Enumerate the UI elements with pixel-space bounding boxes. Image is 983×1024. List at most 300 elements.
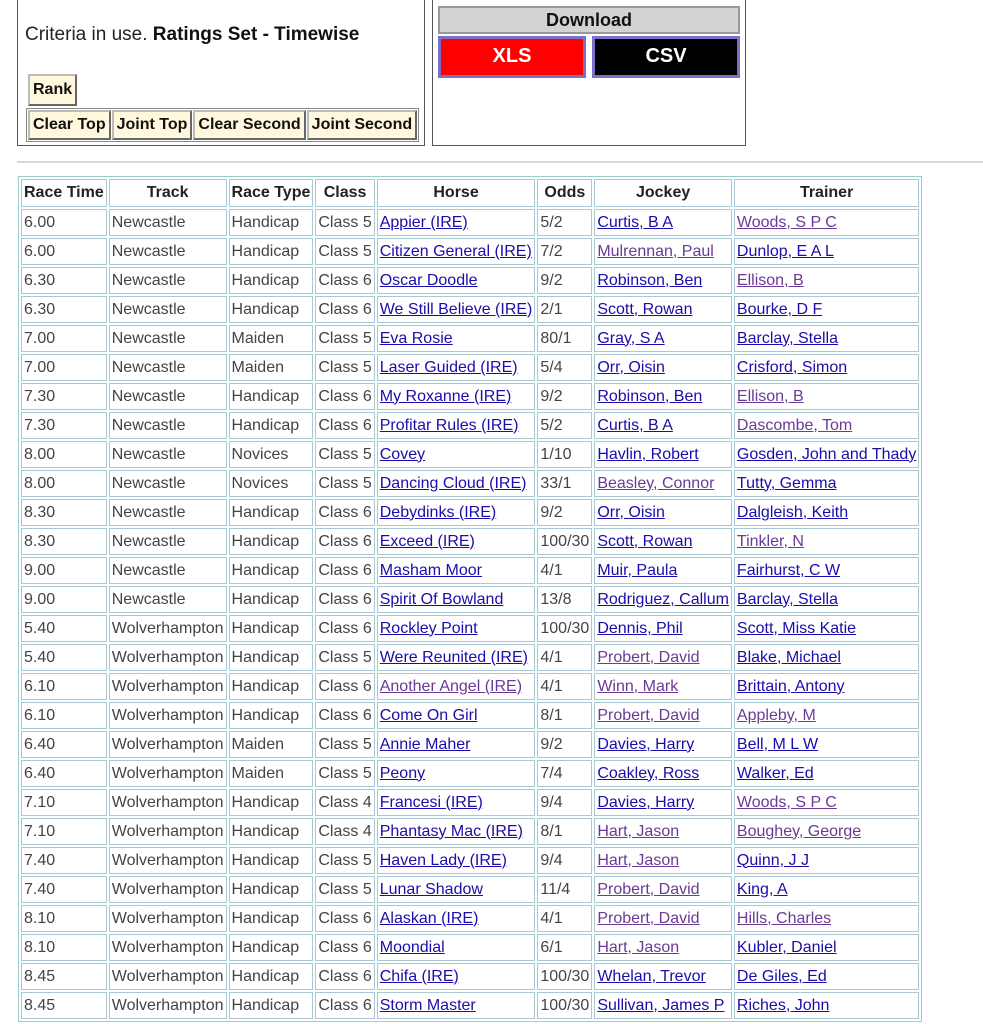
cell-track: Wolverhampton	[109, 934, 227, 961]
cell-time: 7.10	[21, 789, 107, 816]
trainer-link[interactable]: Bourke, D F	[736, 300, 823, 318]
cell-type: Handicap	[229, 209, 314, 236]
horse-link[interactable]: Masham Moor	[379, 561, 482, 579]
cell-horse	[377, 354, 536, 381]
joint-top-button[interactable]: Joint Top	[112, 110, 193, 140]
cell-odds: 4/1	[537, 644, 592, 671]
trainer-link[interactable]: Crisford, Simon	[736, 358, 848, 376]
cell-class: Class 5	[315, 238, 374, 265]
column-header-class: Class	[315, 179, 374, 207]
horse-link[interactable]: Covey	[379, 445, 426, 463]
horse-link[interactable]: Alaskan (IRE)	[379, 909, 479, 927]
joint-second-button[interactable]: Joint Second	[307, 110, 417, 140]
cell-trainer	[734, 702, 919, 729]
cell-odds: 8/1	[537, 818, 592, 845]
cell-horse	[377, 731, 536, 758]
cell-time: 8.00	[21, 441, 107, 468]
trainer-link[interactable]: Brittain, Antony	[736, 677, 845, 695]
cell-trainer	[734, 847, 919, 874]
cell-odds: 4/1	[537, 905, 592, 932]
trainer-link[interactable]: Walker, Ed	[736, 764, 814, 782]
horse-link[interactable]: Rockley Point	[379, 619, 478, 637]
cell-track: Newcastle	[109, 296, 227, 323]
cell-type: Handicap	[229, 876, 314, 903]
cell-jockey	[594, 470, 732, 497]
trainer-link[interactable]: Gosden, John and Thady	[736, 445, 917, 463]
trainer-link[interactable]: Ellison, B	[736, 387, 804, 405]
column-header-trainer: Trainer	[734, 179, 919, 207]
jockey-link[interactable]: Curtis, B A	[597, 416, 673, 434]
jockey-link[interactable]: Gray, S A	[597, 329, 665, 347]
cell-type: Handicap	[229, 992, 314, 1019]
horse-link[interactable]: Another Angel (IRE)	[379, 677, 523, 695]
criteria-text	[25, 24, 359, 46]
cell-type: Handicap	[229, 267, 314, 294]
trainer-link[interactable]: Blake, Michael	[736, 648, 841, 666]
jockey-link[interactable]: Scott, Rowan	[597, 532, 693, 550]
cell-type: Handicap	[229, 934, 314, 961]
jockey-link[interactable]: Winn, Mark	[597, 677, 679, 695]
cell-odds: 9/2	[537, 731, 592, 758]
table-row	[21, 325, 919, 352]
cell-class: Class 6	[315, 296, 374, 323]
jockey-link[interactable]: Hart, Jason	[597, 938, 680, 956]
trainer-link[interactable]: Tinkler, N	[736, 532, 804, 550]
cell-trainer	[734, 412, 919, 439]
jockey-link[interactable]: Mulrennan, Paul	[597, 242, 714, 260]
cell-trainer	[734, 296, 919, 323]
cell-track: Newcastle	[109, 267, 227, 294]
cell-horse	[377, 992, 536, 1019]
cell-trainer	[734, 905, 919, 932]
cell-track: Newcastle	[109, 528, 227, 555]
cell-class: Class 5	[315, 325, 374, 352]
jockey-link[interactable]: Dennis, Phil	[597, 619, 683, 637]
jockey-link[interactable]: Scott, Rowan	[597, 300, 693, 318]
cell-type: Handicap	[229, 557, 314, 584]
cell-type: Handicap	[229, 818, 314, 845]
cell-track: Wolverhampton	[109, 760, 227, 787]
jockey-link[interactable]: Davies, Harry	[597, 735, 695, 753]
cell-trainer	[734, 934, 919, 961]
trainer-link[interactable]: Appleby, M	[736, 706, 816, 724]
cell-trainer	[734, 644, 919, 671]
cell-type: Handicap	[229, 296, 314, 323]
cell-class: Class 6	[315, 934, 374, 961]
cell-jockey	[594, 934, 732, 961]
cell-class: Class 6	[315, 673, 374, 700]
cell-odds: 4/1	[537, 673, 592, 700]
cell-track: Newcastle	[109, 441, 227, 468]
cell-odds: 100/30	[537, 615, 592, 642]
column-header-jockey: Jockey	[594, 179, 732, 207]
cell-jockey	[594, 499, 732, 526]
cell-track: Wolverhampton	[109, 731, 227, 758]
table-row	[21, 673, 919, 700]
cell-horse	[377, 209, 536, 236]
cell-trainer	[734, 383, 919, 410]
trainer-link[interactable]: Kubler, Daniel	[736, 938, 837, 956]
cell-type: Handicap	[229, 847, 314, 874]
cell-type: Maiden	[229, 325, 314, 352]
cell-track: Wolverhampton	[109, 905, 227, 932]
cell-odds: 5/2	[537, 412, 592, 439]
cell-time: 6.40	[21, 760, 107, 787]
column-header-track: Track	[109, 179, 227, 207]
jockey-link[interactable]: Havlin, Robert	[597, 445, 699, 463]
cell-odds: 33/1	[537, 470, 592, 497]
cell-horse	[377, 789, 536, 816]
jockey-link[interactable]: Orr, Oisin	[597, 358, 665, 376]
jockey-link[interactable]: Muir, Paula	[597, 561, 678, 579]
cell-odds: 100/30	[537, 992, 592, 1019]
cell-jockey	[594, 586, 732, 613]
cell-jockey	[594, 528, 732, 555]
table-row	[21, 267, 919, 294]
trainer-link[interactable]: Riches, John	[736, 996, 830, 1014]
cell-class: Class 4	[315, 789, 374, 816]
jockey-link[interactable]: Robinson, Ben	[597, 387, 703, 405]
clear-second-button[interactable]: Clear Second	[193, 110, 305, 140]
trainer-link[interactable]: Bell, M L W	[736, 735, 819, 753]
cell-time: 9.00	[21, 586, 107, 613]
cell-class: Class 6	[315, 702, 374, 729]
jockey-link[interactable]: Robinson, Ben	[597, 271, 703, 289]
cell-track: Wolverhampton	[109, 876, 227, 903]
cell-jockey	[594, 209, 732, 236]
cell-horse	[377, 267, 536, 294]
cell-horse	[377, 383, 536, 410]
cell-type: Maiden	[229, 731, 314, 758]
cell-type: Handicap	[229, 673, 314, 700]
cell-horse	[377, 499, 536, 526]
horse-link[interactable]: Eva Rosie	[379, 329, 453, 347]
cell-jockey	[594, 992, 732, 1019]
cell-class: Class 6	[315, 528, 374, 555]
jockey-link[interactable]: Probert, David	[597, 648, 700, 666]
cell-horse	[377, 702, 536, 729]
jockey-link[interactable]: Orr, Oisin	[597, 503, 665, 521]
horse-link[interactable]: Peony	[379, 764, 426, 782]
table-row	[21, 586, 919, 613]
table-row	[21, 876, 919, 903]
cell-time: 5.40	[21, 615, 107, 642]
cell-odds: 7/2	[537, 238, 592, 265]
table-row	[21, 470, 919, 497]
table-row	[21, 615, 919, 642]
cell-track: Newcastle	[109, 412, 227, 439]
cell-odds: 9/2	[537, 267, 592, 294]
horse-link[interactable]: Storm Master	[379, 996, 476, 1014]
cell-odds: 11/4	[537, 876, 592, 903]
cell-jockey	[594, 760, 732, 787]
cell-odds: 8/1	[537, 702, 592, 729]
trainer-link[interactable]: Tutty, Gemma	[736, 474, 837, 492]
cell-track: Wolverhampton	[109, 615, 227, 642]
cell-track: Wolverhampton	[109, 702, 227, 729]
cell-type: Novices	[229, 441, 314, 468]
cell-time: 7.10	[21, 818, 107, 845]
selection-button-row	[26, 108, 419, 142]
column-header-race-type: Race Type	[229, 179, 314, 207]
jockey-link[interactable]: Sullivan, James P	[597, 996, 725, 1014]
cell-type: Handicap	[229, 905, 314, 932]
cell-odds: 4/1	[537, 557, 592, 584]
cell-class: Class 5	[315, 731, 374, 758]
cell-type: Handicap	[229, 963, 314, 990]
cell-jockey	[594, 847, 732, 874]
divider	[17, 161, 983, 163]
horse-link[interactable]: Come On Girl	[379, 706, 478, 724]
cell-class: Class 6	[315, 499, 374, 526]
jockey-link[interactable]: Coakley, Ross	[597, 764, 700, 782]
table-row	[21, 354, 919, 381]
cell-type: Handicap	[229, 702, 314, 729]
jockey-link[interactable]: Davies, Harry	[597, 793, 695, 811]
horse-link[interactable]: Phantasy Mac (IRE)	[379, 822, 523, 840]
cell-track: Wolverhampton	[109, 789, 227, 816]
column-header-race-time: Race Time	[21, 179, 107, 207]
cell-odds: 9/2	[537, 383, 592, 410]
horse-link[interactable]: Annie Maher	[379, 735, 471, 753]
cell-jockey	[594, 615, 732, 642]
cell-jockey	[594, 644, 732, 671]
cell-jockey	[594, 818, 732, 845]
horse-link[interactable]: Appier (IRE)	[379, 213, 468, 231]
cell-class: Class 5	[315, 354, 374, 381]
cell-trainer	[734, 818, 919, 845]
cell-jockey	[594, 673, 732, 700]
cell-class: Class 5	[315, 760, 374, 787]
cell-time: 7.30	[21, 383, 107, 410]
column-header-odds: Odds	[537, 179, 592, 207]
cell-time: 9.00	[21, 557, 107, 584]
horse-link[interactable]: Oscar Doodle	[379, 271, 478, 289]
cell-time: 7.40	[21, 876, 107, 903]
cell-jockey	[594, 731, 732, 758]
cell-time: 7.40	[21, 847, 107, 874]
cell-jockey	[594, 441, 732, 468]
trainer-link[interactable]: De Giles, Ed	[736, 967, 827, 985]
cell-type: Handicap	[229, 586, 314, 613]
horse-link[interactable]: Laser Guided (IRE)	[379, 358, 518, 376]
cell-horse	[377, 876, 536, 903]
horse-link[interactable]: Haven Lady (IRE)	[379, 851, 507, 869]
table-row	[21, 383, 919, 410]
cell-odds: 80/1	[537, 325, 592, 352]
jockey-link[interactable]: Probert, David	[597, 909, 700, 927]
cell-trainer	[734, 470, 919, 497]
cell-class: Class 6	[315, 267, 374, 294]
trainer-link[interactable]: Boughey, George	[736, 822, 862, 840]
cell-jockey	[594, 963, 732, 990]
cell-time: 5.40	[21, 644, 107, 671]
cell-type: Handicap	[229, 383, 314, 410]
cell-horse	[377, 615, 536, 642]
horse-link[interactable]: My Roxanne (IRE)	[379, 387, 512, 405]
cell-type: Maiden	[229, 354, 314, 381]
cell-track: Newcastle	[109, 586, 227, 613]
csv-download-button[interactable]: CSV	[592, 36, 740, 78]
cell-type: Handicap	[229, 499, 314, 526]
horse-link[interactable]: Were Reunited (IRE)	[379, 648, 528, 666]
cell-trainer	[734, 731, 919, 758]
cell-type: Novices	[229, 470, 314, 497]
cell-jockey	[594, 325, 732, 352]
results-table	[18, 176, 922, 1022]
cell-horse	[377, 760, 536, 787]
cell-trainer	[734, 238, 919, 265]
jockey-link[interactable]: Hart, Jason	[597, 851, 680, 869]
cell-odds: 7/4	[537, 760, 592, 787]
cell-class: Class 5	[315, 876, 374, 903]
cell-horse	[377, 441, 536, 468]
cell-trainer	[734, 528, 919, 555]
horse-link[interactable]: Profitar Rules (IRE)	[379, 416, 519, 434]
cell-trainer	[734, 441, 919, 468]
cell-horse	[377, 325, 536, 352]
clear-top-button[interactable]: Clear Top	[28, 110, 111, 140]
cell-time: 8.45	[21, 963, 107, 990]
cell-horse	[377, 557, 536, 584]
cell-time: 7.00	[21, 354, 107, 381]
jockey-link[interactable]: Hart, Jason	[597, 822, 680, 840]
xls-download-button[interactable]: XLS	[438, 36, 586, 78]
cell-class: Class 6	[315, 615, 374, 642]
cell-horse	[377, 586, 536, 613]
jockey-link[interactable]: Probert, David	[597, 880, 700, 898]
horse-link[interactable]: Exceed (IRE)	[379, 532, 475, 550]
horse-link[interactable]: Dancing Cloud (IRE)	[379, 474, 527, 492]
cell-time: 7.30	[21, 412, 107, 439]
table-row	[21, 441, 919, 468]
table-row	[21, 847, 919, 874]
cell-jockey	[594, 557, 732, 584]
cell-time: 6.10	[21, 673, 107, 700]
cell-jockey	[594, 412, 732, 439]
trainer-link[interactable]: Scott, Miss Katie	[736, 619, 857, 637]
cell-horse	[377, 818, 536, 845]
jockey-link[interactable]: Beasley, Connor	[597, 474, 715, 492]
cell-horse	[377, 528, 536, 555]
trainer-link[interactable]: Dunlop, E A L	[736, 242, 834, 260]
table-row	[21, 557, 919, 584]
cell-trainer	[734, 615, 919, 642]
horse-link[interactable]: Chifa (IRE)	[379, 967, 459, 985]
cell-trainer	[734, 876, 919, 903]
jockey-link[interactable]: Curtis, B A	[597, 213, 673, 231]
table-row	[21, 209, 919, 236]
trainer-link[interactable]: Ellison, B	[736, 271, 804, 289]
trainer-link[interactable]: Dascombe, Tom	[736, 416, 853, 434]
cell-trainer	[734, 760, 919, 787]
column-header-horse: Horse	[377, 179, 536, 207]
cell-trainer	[734, 267, 919, 294]
cell-horse	[377, 963, 536, 990]
table-row	[21, 934, 919, 961]
cell-trainer	[734, 673, 919, 700]
cell-trainer	[734, 325, 919, 352]
table-row	[21, 818, 919, 845]
cell-class: Class 5	[315, 441, 374, 468]
cell-time: 8.30	[21, 499, 107, 526]
cell-class: Class 4	[315, 818, 374, 845]
cell-type: Maiden	[229, 760, 314, 787]
jockey-link[interactable]: Whelan, Trevor	[597, 967, 706, 985]
horse-link[interactable]: Citizen General (IRE)	[379, 242, 532, 260]
trainer-link[interactable]: Fairhurst, C W	[736, 561, 841, 579]
cell-horse	[377, 412, 536, 439]
criteria-prefix: Criteria in use.	[25, 24, 148, 45]
cell-jockey	[594, 354, 732, 381]
jockey-link[interactable]: Probert, David	[597, 706, 700, 724]
cell-class: Class 5	[315, 847, 374, 874]
trainer-link[interactable]: Dalgleish, Keith	[736, 503, 849, 521]
cell-class: Class 6	[315, 992, 374, 1019]
cell-track: Newcastle	[109, 238, 227, 265]
cell-time: 8.30	[21, 528, 107, 555]
table-row	[21, 702, 919, 729]
cell-class: Class 6	[315, 963, 374, 990]
cell-track: Wolverhampton	[109, 992, 227, 1019]
cell-track: Wolverhampton	[109, 963, 227, 990]
cell-odds: 9/4	[537, 789, 592, 816]
cell-horse	[377, 847, 536, 874]
cell-jockey	[594, 238, 732, 265]
cell-time: 6.00	[21, 209, 107, 236]
trainer-link[interactable]: Woods, S P C	[736, 213, 837, 231]
horse-link[interactable]: Spirit Of Bowland	[379, 590, 504, 608]
table-row	[21, 296, 919, 323]
trainer-link[interactable]: Woods, S P C	[736, 793, 837, 811]
cell-jockey	[594, 905, 732, 932]
cell-class: Class 6	[315, 383, 374, 410]
cell-time: 6.00	[21, 238, 107, 265]
cell-trainer	[734, 209, 919, 236]
download-buttons	[438, 36, 740, 78]
trainer-link[interactable]: Barclay, Stella	[736, 329, 838, 347]
horse-link[interactable]: Debydinks (IRE)	[379, 503, 497, 521]
horse-link[interactable]: We Still Believe (IRE)	[379, 300, 533, 318]
cell-horse	[377, 934, 536, 961]
horse-link[interactable]: Francesi (IRE)	[379, 793, 483, 811]
table-row	[21, 963, 919, 990]
horse-link[interactable]: Moondial	[379, 938, 445, 956]
trainer-link[interactable]: King, A	[736, 880, 788, 898]
rank-button[interactable]: Rank	[28, 74, 77, 106]
trainer-link[interactable]: Quinn, J J	[736, 851, 809, 869]
cell-time: 6.10	[21, 702, 107, 729]
cell-jockey	[594, 876, 732, 903]
trainer-link[interactable]: Hills, Charles	[736, 909, 832, 927]
cell-trainer	[734, 789, 919, 816]
cell-trainer	[734, 499, 919, 526]
cell-trainer	[734, 992, 919, 1019]
horse-link[interactable]: Lunar Shadow	[379, 880, 483, 898]
jockey-link[interactable]: Rodriguez, Callum	[597, 590, 729, 608]
table-row	[21, 760, 919, 787]
trainer-link[interactable]: Barclay, Stella	[736, 590, 838, 608]
cell-jockey	[594, 789, 732, 816]
table-row	[21, 905, 919, 932]
cell-time: 7.00	[21, 325, 107, 352]
cell-horse	[377, 673, 536, 700]
cell-class: Class 5	[315, 644, 374, 671]
cell-odds: 5/4	[537, 354, 592, 381]
cell-trainer	[734, 354, 919, 381]
cell-trainer	[734, 557, 919, 584]
table-row	[21, 789, 919, 816]
